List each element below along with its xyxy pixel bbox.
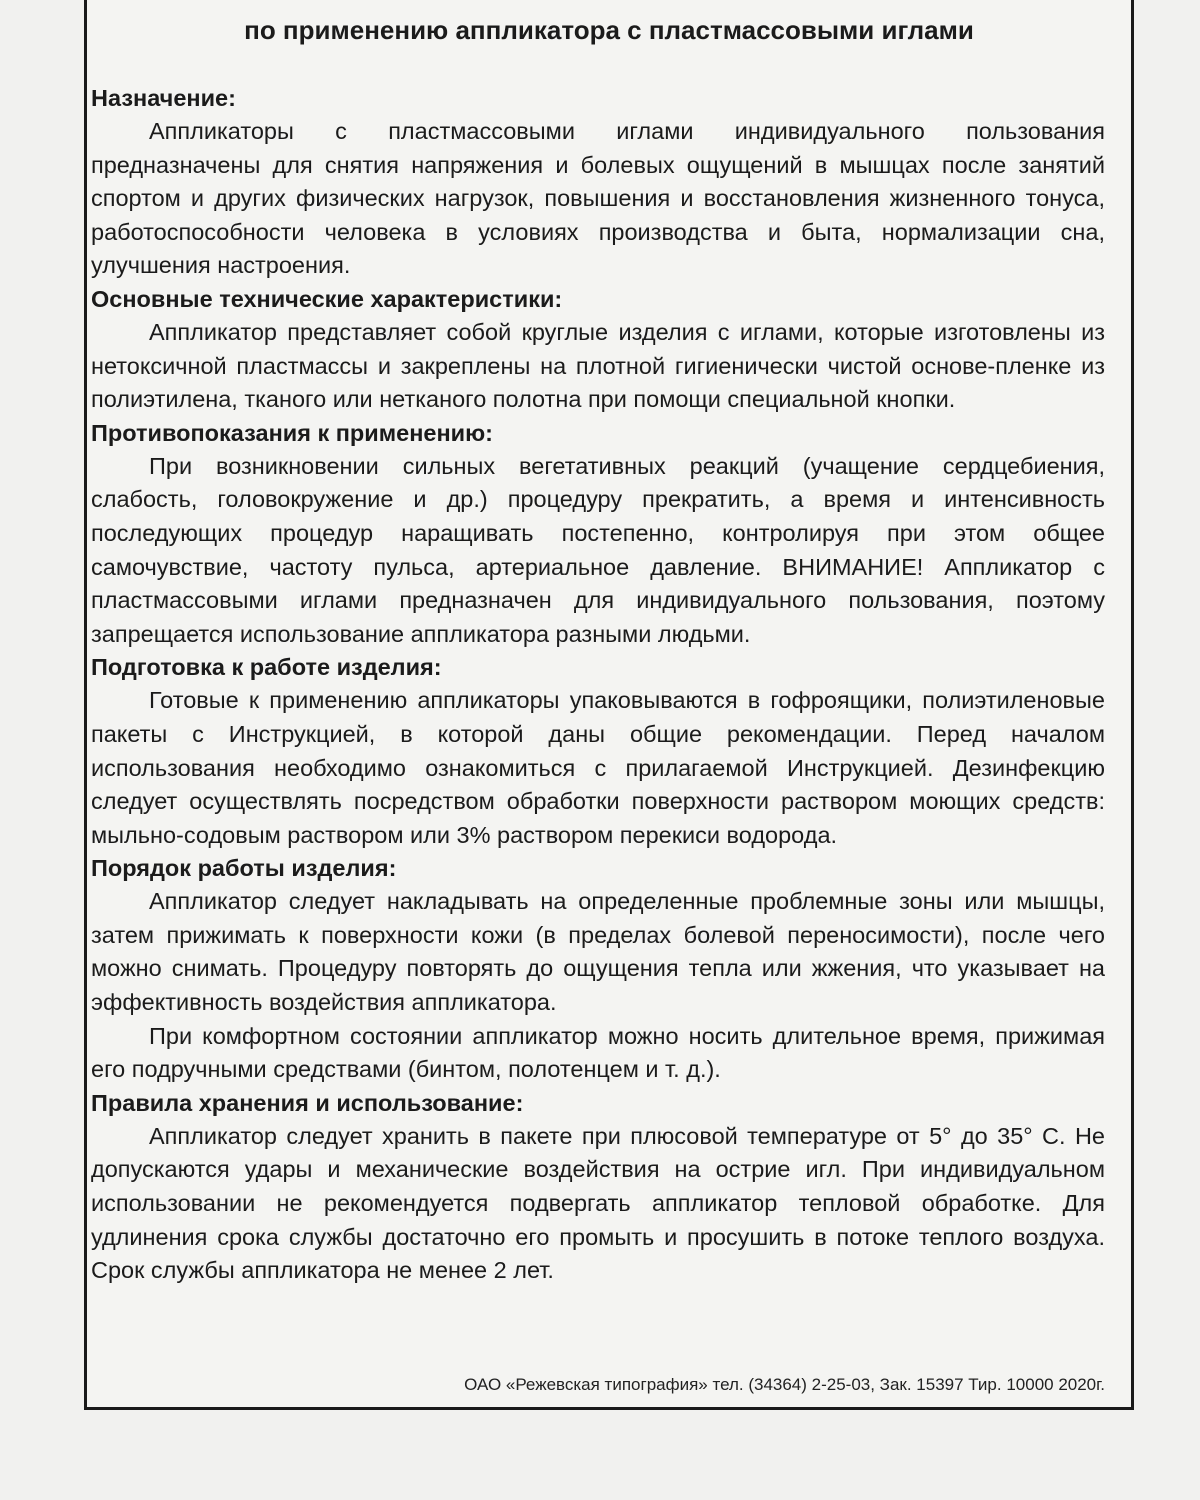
document-body: [91, 82, 1105, 1288]
paragraph: Аппликатор следует хранить в пакете при плюсовой температуре от 5° до 35° С. Не допускаются удары и механические воздействия на острие игл. При индивидуальном использовании не рекомендуется подвергать аппликатор тепловой обработке. Для удлинения срока службы достаточно его промыть и просушить в потоке теплого воздуха. Срок службы аппликатора не менее 2 лет.: [91, 1122, 1105, 1284]
section-storage: [91, 1087, 1105, 1288]
paragraph: При возникновении сильных вегетативных реакций (учащение сердцебиения, слабость, головокружение и др.) процедуру прекратить, а время и интенсивность последующих процедур наращивать постепенно, контролируя при этом общее самочувствие, частоту пульса, артериальное давление. ВНИМАНИЕ! Аппликатор с пластмассовыми иглами предназначен для индивидуального пользования, поэтому запрещается использование аппликатора разными людьми.: [91, 452, 1105, 647]
section-heading: Подготовка к работе изделия:: [91, 654, 442, 681]
section-heading: Основные технические характеристики:: [91, 285, 563, 312]
section-heading: Порядок работы изделия:: [91, 855, 397, 882]
section-contraindications: [91, 417, 1105, 652]
paragraph: При комфортном состоянии аппликатор можно носить длительное время, прижимая его подручными средствами (бинтом, полотенцем и т. д.).: [91, 1022, 1105, 1083]
instruction-sheet: [84, 0, 1134, 1410]
printer-imprint: ОАО «Режевская типография» тел. (34364) 2-25-03, Зак. 15397 Тир. 10000 2020г.: [464, 1375, 1105, 1394]
paragraph: Аппликаторы с пластмассовыми иглами индивидуального пользования предназначены для снятия напряжения и болевых ощущений в мышцах после занятий спортом и других физических нагрузок, повышения и восстановления жизненного тонуса, работоспособности человека в условиях производства и быта, нормализации сна, улучшения настроения.: [91, 118, 1105, 279]
paragraph: Аппликатор следует накладывать на определенные проблемные зоны или мышцы, затем прижимать к поверхности кожи (в пределах болевой переносимости), после чего можно снимать. Процедуру повторять до ощущения тепла или жжения, что указывает на эффективность воздействия аппликатора.: [91, 888, 1105, 1016]
section-preparation: [91, 651, 1105, 852]
section-procedure: [91, 852, 1105, 1087]
section-heading: Противопоказания к применению:: [91, 419, 493, 446]
section-heading: Назначение:: [91, 85, 236, 111]
paragraph: Готовые к применению аппликаторы упаковываются в гофроящики, полиэтиленовые пакеты с Инструкцией, в которой даны общие рекомендации. Перед началом использования необходимо ознакомиться с прилагаемой Инструкцией. Дезинфекцию следует осуществлять посредством обработки поверхности раствором моющих средств: мыльно-содовым раствором или 3% раствором перекиси водорода.: [91, 687, 1105, 848]
section-purpose: [91, 82, 1105, 283]
paragraph: Аппликатор представляет собой круглые изделия с иглами, которые изготовлены из нетоксичной пластмассы и закреплены на плотной гигиенически чистой основе-пленке из полиэтилена, тканого или нетканого полотна при помощи специальной кнопки.: [91, 318, 1105, 413]
document-subtitle: по применению аппликатора с пластмассовыми иглами: [244, 15, 974, 45]
section-specs: [91, 283, 1105, 417]
section-heading: Правила хранения и использование:: [91, 1089, 524, 1116]
